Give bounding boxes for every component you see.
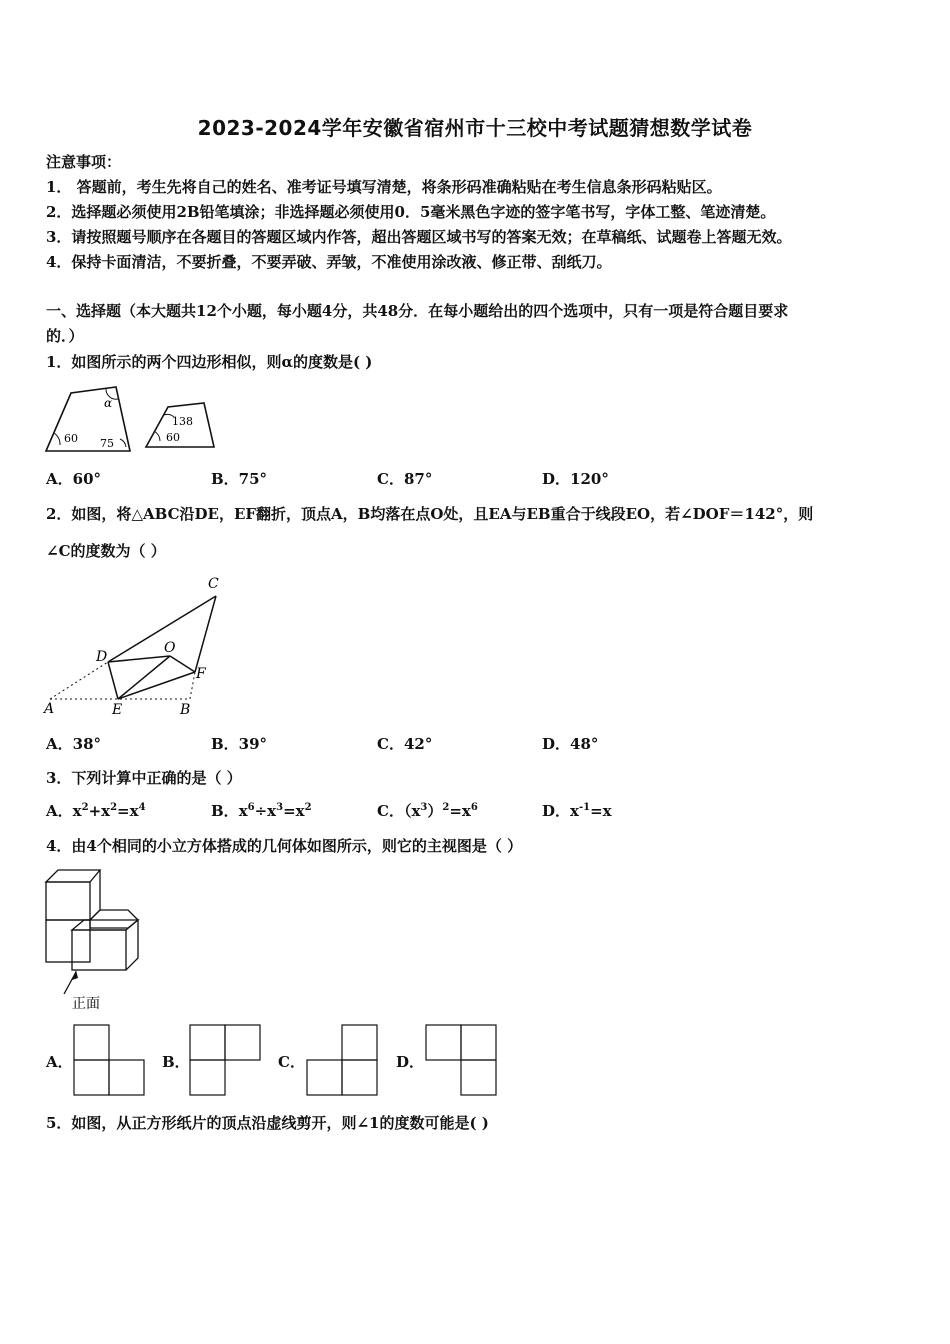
q4-stem: 4．由4个相同的小立方体搭成的几何体如图所示，则它的主视图是（ ） xyxy=(46,837,523,855)
notice-item-1: 1． 答题前，考生先将自己的姓名、准考证号填写清楚，将条形码准确粘贴在考生信息条形码粘贴区。 xyxy=(46,178,722,196)
q1-75-arc xyxy=(120,439,126,447)
q4-option-a-label[interactable]: A． xyxy=(46,1053,73,1071)
q4-option-c-figure[interactable] xyxy=(305,1023,381,1097)
exam-title: 2023-2024学年安徽省宿州市十三校中考试题猜想数学试卷 xyxy=(197,116,753,140)
q5-stem: 5．如图，从正方形纸片的顶点沿虚线剪开，则∠1的度数可能是( ) xyxy=(46,1114,489,1132)
q4-cube-top-front xyxy=(46,882,90,920)
q2-option-d[interactable]: D．48° xyxy=(542,735,599,753)
notice-item-4: 4．保持卡面清洁，不要折叠，不要弄破、弄皱，不准使用涂改液、修正带、刮纸刀。 xyxy=(46,253,612,271)
q1-label-60-right: 60 xyxy=(166,431,180,444)
q2-segment-ef xyxy=(118,672,195,699)
q4-option-b-label[interactable]: B． xyxy=(162,1053,190,1071)
q2-label-b: B xyxy=(180,702,191,718)
q2-label-d: D xyxy=(96,649,108,665)
q4-cube-top-side xyxy=(90,870,100,920)
notice-heading: 注意事项： xyxy=(46,153,122,171)
q2-segment-of xyxy=(170,656,195,672)
q1-label-60-left: 60 xyxy=(64,432,78,445)
q2-segment-eo xyxy=(118,656,170,699)
q4-cube-front xyxy=(72,930,126,970)
q1-option-c[interactable]: C．87° xyxy=(377,470,433,488)
q2-label-o: O xyxy=(164,640,176,656)
q3-option-d[interactable]: D．$x^{-1}=x$ xyxy=(542,802,612,820)
q4-cubes-figure xyxy=(42,868,142,1014)
q1-quadrilaterals-figure xyxy=(44,385,224,457)
q2-label-f: F xyxy=(196,666,206,682)
q1-label-138: 138 xyxy=(172,415,193,428)
q2-option-a[interactable]: A．38° xyxy=(46,735,102,753)
q2-segment-de xyxy=(108,662,118,699)
q1-label-75: 75 xyxy=(100,437,114,450)
q1-60-arc-left xyxy=(54,433,60,445)
q2-dashed-ad xyxy=(50,662,108,699)
q4-option-d-figure[interactable] xyxy=(424,1023,500,1097)
q2-stem-line1: 2．如图，将△ABC沿DE，EF翻折，顶点A，B均落在点O处，且EA与EB重合于线段EO，若∠DOF＝142°，则 xyxy=(46,505,814,523)
q3-option-a[interactable]: A．$x^2+x^2=x^4$ xyxy=(46,802,146,820)
q3-option-c[interactable]: C．$(x^3)^2=x^6$ xyxy=(377,802,478,820)
q2-option-c[interactable]: C．42° xyxy=(377,735,433,753)
q1-option-b[interactable]: B．75° xyxy=(211,470,268,488)
q2-label-a: A xyxy=(44,701,55,717)
q2-label-c: C xyxy=(208,576,219,592)
q1-label-alpha: α xyxy=(104,396,113,410)
notice-item-2: 2．选择题必须使用2B铅笔填涂；非选择题必须使用0．5毫米黑色字迹的签字笔书写，字体工整、笔迹清楚。 xyxy=(46,203,776,221)
q1-option-d[interactable]: D．120° xyxy=(542,470,609,488)
q1-stem: 1．如图所示的两个四边形相似，则α的度数是( ) xyxy=(46,353,373,371)
q2-stem-line2: ∠C的度数为（ ） xyxy=(46,542,166,560)
q4-option-c-label[interactable]: C． xyxy=(278,1053,305,1071)
q1-quad-left xyxy=(46,387,130,451)
q4-front-label: 正面 xyxy=(72,996,100,1012)
q2-option-b[interactable]: B．39° xyxy=(211,735,268,753)
q3-stem: 3．下列计算中正确的是（ ） xyxy=(46,769,242,787)
section-heading-line2: 的．） xyxy=(46,327,84,345)
q1-option-a[interactable]: A．60° xyxy=(46,470,102,488)
notice-item-3: 3．请按照题号顺序在各题目的答题区域内作答，超出答题区域书写的答案无效；在草稿纸、试题卷上答题无效。 xyxy=(46,228,792,246)
q3-option-b[interactable]: B．$x^6\div x^3=x^2$ xyxy=(211,802,312,820)
q2-label-e: E xyxy=(112,702,123,718)
q4-front-arrow-head xyxy=(72,970,78,980)
q4-cube-top-lid xyxy=(46,870,100,882)
section-heading-line1: 一、选择题（本大题共12个小题，每小题4分，共48分．在每小题给出的四个选项中，只有一项是符合题目要求 xyxy=(46,302,789,320)
q4-option-a-figure[interactable] xyxy=(72,1023,148,1097)
q4-option-d-label[interactable]: D． xyxy=(396,1053,425,1071)
q2-triangle-fold-figure xyxy=(40,572,240,722)
q1-60-arc-right xyxy=(154,431,160,441)
q4-option-b-figure[interactable] xyxy=(188,1023,264,1097)
q2-dashed-bf xyxy=(190,672,195,699)
q4-cube-bottom-left xyxy=(46,920,90,962)
